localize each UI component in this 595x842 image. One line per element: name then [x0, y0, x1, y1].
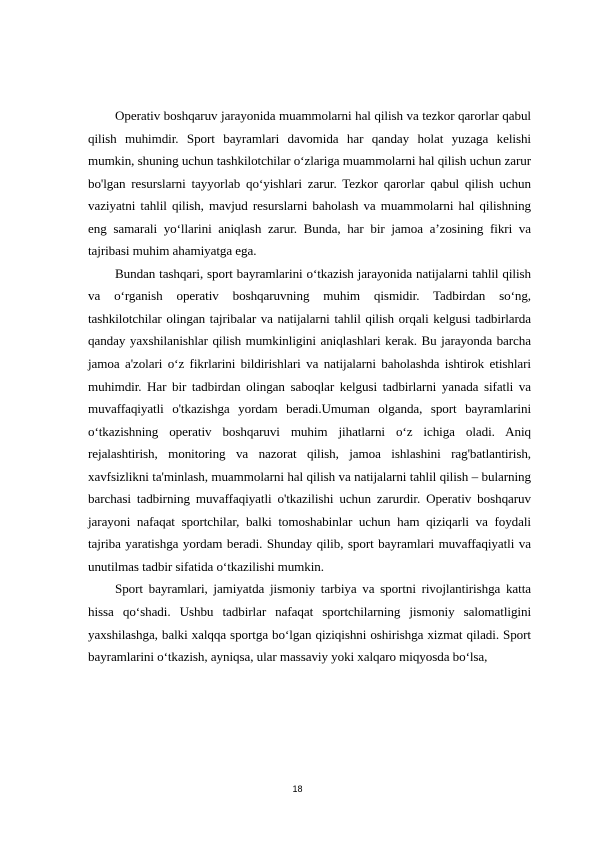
page-number: 18 [292, 784, 303, 794]
paragraph-sport-bayramlari: Sport bayramlari, jamiyatda jismoniy tarbiya va sportni rivojlantirishga katta hissa qo‘shadi. Ushbu tadbirlar nafaqat sportchilarning jismoniy salomatligini yaxshilashga, balki xalqqa sportga bo‘lgan qiziqishni oshirishga xizmat qiladi. Sport bayramlarini o‘tkazish, ayniqsa, ular massaviy yoki xalqaro miqyosda bo‘lsa, [88, 581, 531, 665]
paragraph-operativ-boshqaruv: Operativ boshqaruv jarayonida muammolarni hal qilish va tezkor qarorlar qabul qilish muhimdir. Sport bayramlari davomida har qanday holat yuzaga kelishi mumkin, shuning uchun tashkilotchilar o‘zlariga muammolarni hal qilish uchun zarur bo'lgan resurslarni tayyorlab qo‘yishlari zarur. Tezkor qarorlar qabul qilish uchun vaziyatni tahlil qilish, mavjud resurslarni baholash va muammolarni hal qilishning eng samarali yo‘llarini aniqlash zarur. Bunda, har bir jamoa a’zosining fikri va tajribasi muhim ahamiyatga ega. [88, 108, 531, 259]
paragraph-natijalarni-tahlil: Bundan tashqari, sport bayramlarini o‘tkazish jarayonida natijalarni tahlil qilish va o‘rganish operativ boshqaruvning muhim qismidir. Tadbirdan so‘ng, tashkilotchilar olingan tajribalar va natijalarni tahlil qilish orqali kelgusi tadbirlarda qanday yaxshilanishlar qilish mumkinligini aniqlashlari kerak. Bu jarayonda barcha jamoa a'zolari o‘z fikrlarini bildirishlari va natijalarni baholashda ishtirok etishlari muhimdir. Har bir tadbirdan olingan saboqlar kelgusi tadbirlarni yanada sifatli va muvaffaqiyatli o'tkazishga yordam beradi.Umuman olganda, sport bayramlarini o‘tkazishning operativ boshqaruvi muhim jihatlarni o‘z ichiga oladi. Aniq rejalashtirish, monitoring va nazorat qilish, jamoa ishlashini rag'batlantirish, xavfsizlikni ta'minlash, muammolarni hal qilish va natijalarni tahlil qilish – bularning barchasi tadbirning muvaffaqiyatli o'tkazilishi uchun zarurdir. Operativ boshqaruv jarayoni nafaqat sportchilar, balki tomoshabinlar uchun ham qiziqarli va foydali tajriba yaratishga yordam beradi. Shunday qilib, sport bayramlari muvaffaqiyatli va unutilmas tadbir sifatida o‘tkazilishi mumkin. [88, 265, 531, 574]
body-text [88, 105, 531, 669]
